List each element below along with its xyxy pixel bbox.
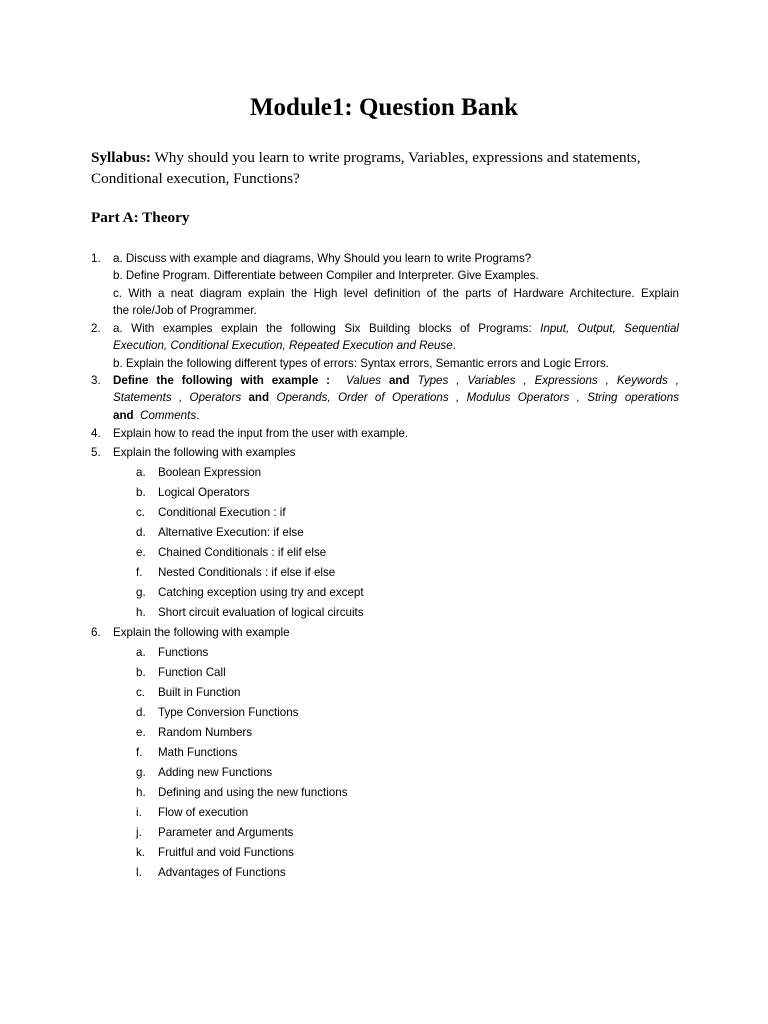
question-3 (91, 372, 679, 424)
item-text: Advantages of Functions (158, 866, 286, 879)
question-number: 5. (91, 446, 101, 459)
list-item (136, 664, 226, 681)
question-5-text: Explain the following with examples (113, 446, 296, 459)
question-6-text: Explain the following with example (113, 626, 290, 639)
question-2a-lead: a. With examples explain the following Six Building blocks of Programs: (113, 322, 532, 335)
item-letter: c. (136, 506, 146, 519)
list-item (136, 604, 364, 621)
question-3-comments: Comments (140, 408, 197, 422)
question-1b: b. Define Program. Differentiate between Compiler and Interpreter. Give Examples. (113, 269, 539, 283)
list-item (136, 744, 237, 761)
question-4-text: Explain how to read the input from the user with example. (113, 427, 409, 440)
item-text: Math Functions (158, 746, 238, 759)
question-3-values: Values (345, 374, 381, 387)
syllabus-line-1 (91, 147, 681, 168)
item-letter: d. (136, 526, 146, 539)
question-3-end: . (196, 408, 200, 422)
question-3-line-1 (113, 372, 679, 389)
item-text: Logical Operators (158, 486, 250, 499)
question-2a-line-1 (113, 320, 679, 337)
question-3-line-3 (113, 407, 679, 424)
list-item (136, 864, 286, 881)
question-2a-end: . (452, 339, 456, 353)
question-6 (91, 624, 679, 641)
item-text: Catching exception using try and except (158, 586, 364, 599)
list-item (136, 564, 335, 581)
item-letter: l. (136, 866, 142, 879)
question-number: 3. (91, 374, 101, 387)
item-letter: g. (136, 586, 146, 599)
item-text: Nested Conditionals : if else if else (158, 566, 336, 579)
item-letter: b. (136, 486, 146, 499)
question-4 (91, 425, 679, 442)
item-text: Functions (158, 646, 209, 659)
list-item (136, 464, 261, 481)
item-letter: c. (136, 686, 146, 699)
item-text: Function Call (158, 666, 226, 679)
item-letter: g. (136, 766, 146, 779)
question-number: 1. (91, 252, 101, 265)
item-text: Chained Conditionals : if elif else (158, 546, 327, 559)
list-item (136, 724, 252, 741)
item-letter: e. (136, 726, 146, 739)
list-item (136, 784, 348, 801)
item-letter: e. (136, 546, 146, 559)
question-3-line-2-b: Operands, Order of Operations , Modulus Operators , String operations (276, 391, 679, 405)
item-text: Flow of execution (158, 806, 249, 819)
question-3-lead: Define the following with example : (113, 374, 331, 387)
item-letter: a. (136, 466, 146, 479)
question-3-line-2-a: Statements , Operators (113, 391, 242, 405)
item-text: Built in Function (158, 686, 241, 699)
item-text: Defining and using the new functions (158, 786, 348, 799)
page-title: Module1: Question Bank (249, 94, 519, 121)
item-letter: d. (136, 706, 146, 719)
list-item (136, 764, 272, 781)
item-text: Fruitful and void Functions (158, 846, 294, 859)
item-letter: j. (136, 826, 142, 839)
question-number: 4. (91, 427, 101, 440)
question-5 (91, 444, 679, 461)
question-3-and: and (113, 408, 134, 422)
list-item (136, 524, 304, 541)
question-1a: a. Discuss with example and diagrams, Why Should you learn to write Programs? (113, 252, 532, 265)
list-item (136, 544, 326, 561)
item-text: Random Numbers (158, 726, 253, 739)
question-3-and: and (388, 374, 410, 387)
list-item (136, 484, 250, 501)
item-letter: k. (136, 846, 146, 859)
item-letter: f. (136, 746, 143, 759)
question-2 (91, 320, 679, 372)
item-letter: b. (136, 666, 146, 679)
question-number: 2. (91, 322, 101, 335)
item-text: Short circuit evaluation of logical circuits (158, 606, 364, 619)
list-item (136, 644, 208, 661)
item-text: Adding new Functions (158, 766, 273, 779)
list-item (136, 804, 248, 821)
list-item (136, 844, 294, 861)
list-item (136, 684, 241, 701)
question-1 (91, 250, 679, 320)
list-item (136, 824, 293, 841)
question-3-and: and (248, 391, 270, 405)
list-item (136, 504, 286, 521)
question-number: 6. (91, 626, 101, 639)
question-2a-line-2 (113, 337, 679, 354)
item-text: Type Conversion Functions (158, 706, 299, 719)
item-letter: h. (136, 606, 146, 619)
item-letter: f. (136, 566, 143, 579)
list-item (136, 584, 364, 601)
question-1c-line-2: the role/Job of Programmer. (113, 304, 257, 318)
item-letter: a. (136, 646, 146, 659)
question-2a-italic-2: Execution, Conditional Execution, Repeated Execution and Reuse (113, 339, 453, 353)
syllabus-label: Syllabus: (91, 149, 151, 166)
item-text: Parameter and Arguments (158, 826, 294, 839)
item-letter: i. (136, 806, 142, 819)
item-text: Alternative Execution: if else (158, 526, 304, 539)
part-a-heading: Part A: Theory (91, 209, 190, 226)
list-item (136, 704, 298, 721)
question-3-types: Types (417, 374, 449, 387)
item-letter: h. (136, 786, 146, 799)
syllabus-text-1: Why should you learn to write programs, Variables, expressions and statements, (150, 149, 641, 166)
question-3-line-2 (113, 389, 679, 406)
item-text: Conditional Execution : if (158, 506, 286, 519)
item-text: Boolean Expression (158, 466, 262, 479)
question-1c-line-1: c. With a neat diagram explain the High level definition of the parts of Hardware Architecture. Explain (113, 286, 679, 300)
syllabus-paragraph (91, 147, 681, 189)
question-2b: b. Explain the following different types of errors: Syntax errors, Semantic errors and Logic Errors. (113, 356, 609, 370)
question-3-line-1-rest: , Variables , Expressions , Keywords , (456, 374, 679, 387)
question-2a-italic-1: Input, Output, Sequential (531, 322, 679, 335)
syllabus-line-2: Conditional execution, Functions? (91, 170, 300, 187)
